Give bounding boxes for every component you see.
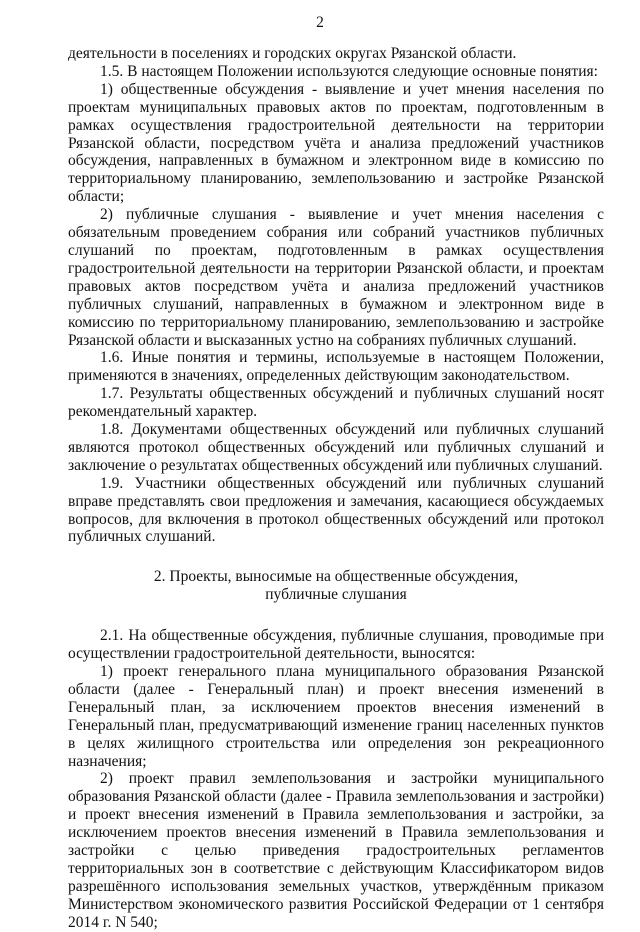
section-2-paragraphs <box>68 627 604 931</box>
paragraph: 1) общественные обсуждения - выявление и учет мнения населения по проектам муниципальных правовых актов по проектам, подготовленным в рамках осуществления градостроительной деятельности на территории Рязанской области, посредством учёта и анализа предложений участников обсуждения, направленных в бумажном и электронном виде в комиссию по территориальному планированию, землепользованию и застройке Рязанской области; <box>68 80 604 206</box>
page-number: 2 <box>316 14 324 31</box>
paragraph: 1.5. В настоящем Положении используются следующие основные понятия: <box>100 62 598 80</box>
paragraph: 1.6. Иные понятия и термины, используемые в настоящем Положении, применяются в значениях, определенных действующим законодательством. <box>68 349 604 385</box>
paragraph: 2) проект правил землепользования и застройки муниципального образования Рязанской области (далее - Правила землепользования и застройки) и проект внесения изменений в Правила землепользования и застройки, за исключением проектов внесения изменений в Правила землепользования и застройки с целью приведения градостроительных регламентов территориальных зон в соответствие с действующим Классификатором видов разрешённого использования земельных участков, утверждённым приказом Министерством экономического развития Российской Федерации от 1 сентября 2014 г. N 540; <box>68 770 604 931</box>
paragraph: 1.8. Документами общественных обсуждений или публичных слушаний являются протокол общественных обсуждений или публичных слушаний и заключение о результатах общественных обсуждений или публичных слушаний. <box>68 421 604 474</box>
paragraph: 2) публичные слушания - выявление и учет мнения населения с обязательным проведением собрания или собраний участников публичных слушаний по проектам, подготовленным в рамках осуществления градостроительной деятельности на территории Рязанской области, и проектам правовых актов посредством учёта и анализа предложений участников публичных слушаний, направленных в бумажном и электронном виде в комиссию по территориальному планированию, землепользованию и застройке Рязанской области и высказанных устно на собраниях публичных слушаний. <box>68 206 604 349</box>
document-body <box>68 45 604 932</box>
section-heading-line-2: публичные слушания <box>265 586 407 604</box>
section-1-paragraphs <box>68 45 604 546</box>
paragraph: деятельности в поселениях и городских округах Рязанской области. <box>68 45 517 62</box>
paragraph: 2.1. На общественные обсуждения, публичные слушания, проводимые при осуществлении градостроительной деятельности, выносятся: <box>68 627 604 663</box>
paragraph: 1.7. Результаты общественных обсуждений и публичных слушаний носят рекомендательный характер. <box>68 385 604 421</box>
section-heading-line-1: 2. Проекты, выносимые на общественные обсуждения, <box>153 568 519 586</box>
section-heading <box>68 568 604 604</box>
paragraph: 1.9. Участники общественных обсуждений или публичных слушаний вправе представлять свои предложения и замечания, касающиеся обсуждаемых вопросов, для включения в протокол общественных обсуждений или протокол публичных слушаний. <box>68 474 604 546</box>
paragraph: 1) проект генерального плана муниципального образования Рязанской области (далее - Генеральный план) и проект внесения изменений в Генеральный план, за исключением проектов внесения изменений в Генеральный план, предусматривающий изменение границ населенных пунктов в целях жилищного строительства или определения зон рекреационного назначения; <box>68 663 604 770</box>
